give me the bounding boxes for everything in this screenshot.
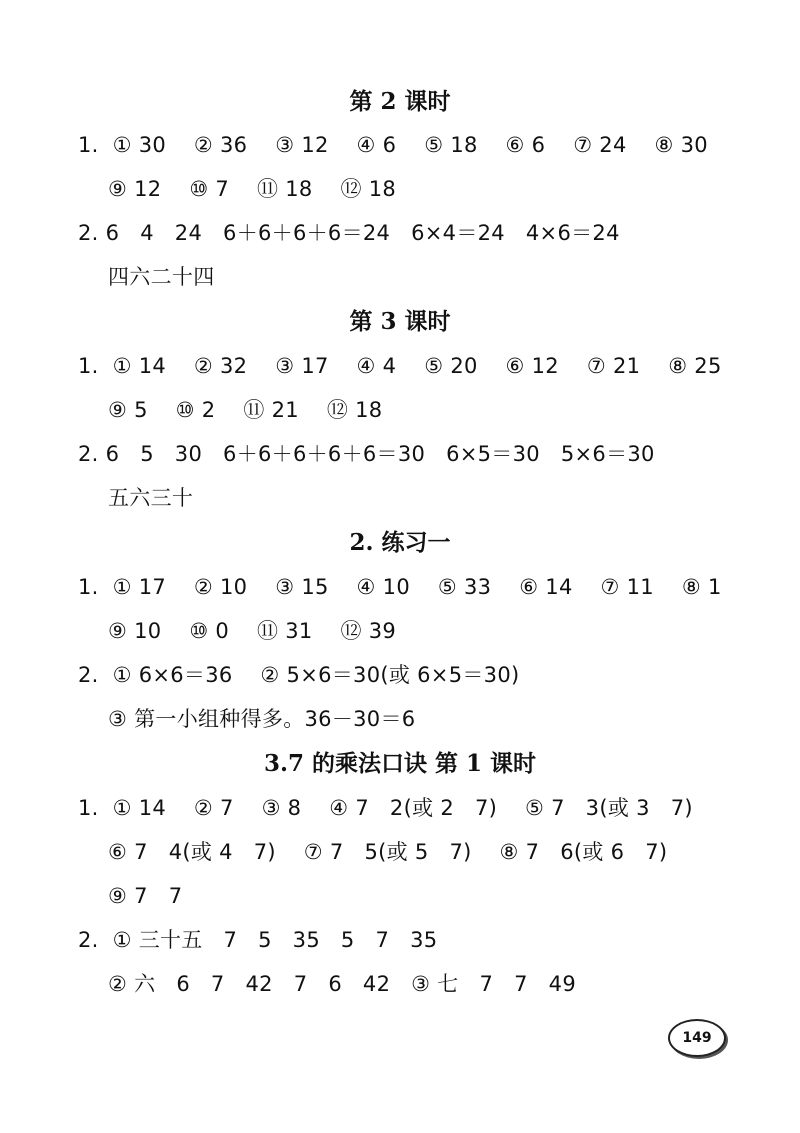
answer-line: 四六二十四 [108, 265, 215, 289]
answer-line: ② 六 6 7 42 7 6 42 ③ 七 7 7 49 [108, 972, 576, 996]
answer-line: ⑥ 7 4(或 4 7) ⑦ 7 5(或 5 7) ⑧ 7 6(或 6 7) [108, 840, 668, 864]
answer-line: 五六三十 [108, 486, 194, 510]
section-heading-times-table-7: 3.7 的乘法口诀 第 1 课时 [263, 750, 537, 777]
answer-line: ③ 第一小组种得多。36－30＝6 [108, 707, 416, 731]
answer-line: 2. 6 5 30 6＋6＋6＋6＋6＝30 6×5＝30 5×6＝30 [78, 442, 655, 466]
answer-line: 1. ① 14 ② 7 ③ 8 ④ 7 2(或 2 7) ⑤ 7 3(或 3 7) [78, 796, 693, 820]
answer-line: 1. ① 17 ② 10 ③ 15 ④ 10 ⑤ 33 ⑥ 14 ⑦ 11 ⑧ 1 [78, 575, 722, 599]
section-heading-lesson-3: 第 3 课时 [349, 308, 451, 335]
page-number: 149 [682, 1030, 712, 1046]
answer-line: 1. ① 30 ② 36 ③ 12 ④ 6 ⑤ 18 ⑥ 6 ⑦ 24 ⑧ 30 [78, 133, 708, 157]
section-heading-lesson-2: 第 2 课时 [349, 88, 451, 115]
answer-line: ⑨ 12 ⑩ 7 ⑪ 18 ⑫ 18 [108, 177, 397, 201]
answer-line: 2. ① 6×6＝36 ② 5×6＝30(或 6×5＝30) [78, 663, 520, 687]
answer-line: 2. ① 三十五 7 5 35 5 7 35 [78, 928, 438, 952]
answer-line: 1. ① 14 ② 32 ③ 17 ④ 4 ⑤ 20 ⑥ 12 ⑦ 21 ⑧ 25 [78, 354, 722, 378]
answer-line: ⑨ 10 ⑩ 0 ⑪ 31 ⑫ 39 [108, 619, 397, 643]
answer-line: ⑨ 7 7 [108, 884, 183, 908]
answer-line: ⑨ 5 ⑩ 2 ⑪ 21 ⑫ 18 [108, 398, 383, 422]
page-number-badge [668, 1019, 726, 1057]
section-heading-exercise-1: 2. 练习一 [349, 529, 451, 556]
answer-line: 2. 6 4 24 6＋6＋6＋6＝24 6×4＝24 4×6＝24 [78, 221, 620, 245]
